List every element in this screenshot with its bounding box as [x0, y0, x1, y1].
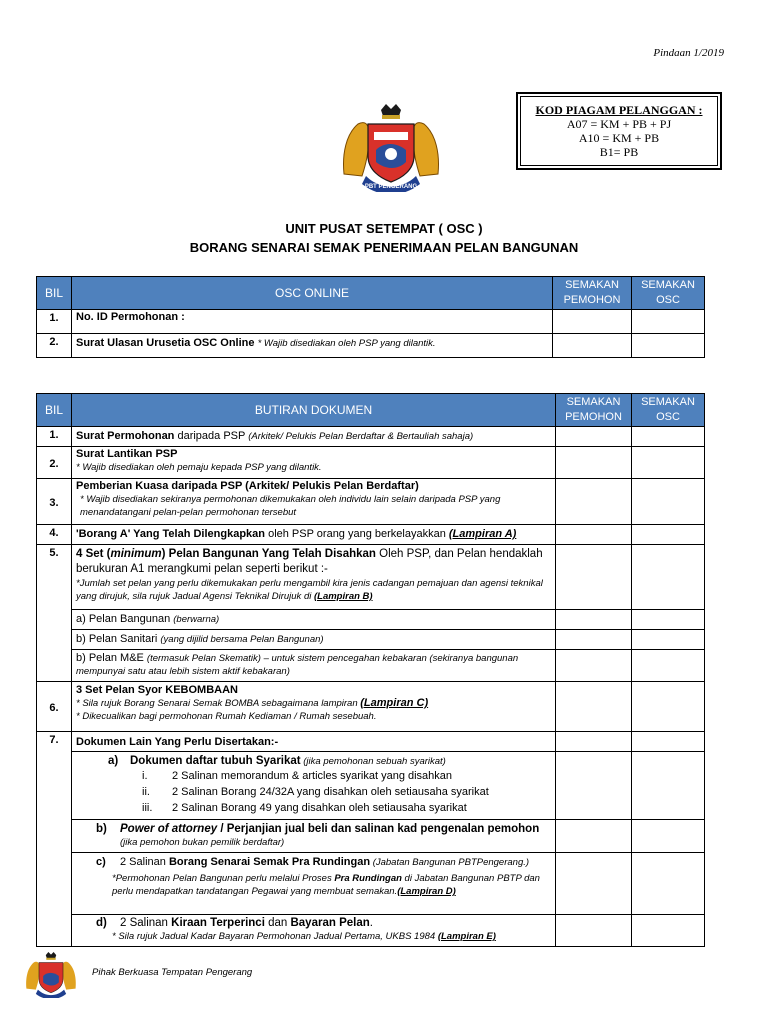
table-row: a) Pelan Bangunan (berwarna) — [37, 610, 705, 630]
checkbox-pemohon[interactable] — [556, 525, 632, 545]
table-row: 2. Surat Lantikan PSP * Wajib disediakan oleh pemaju kepada PSP yang dilantik. — [37, 447, 705, 479]
lampiran-c-ref: (Lampiran C) — [360, 697, 429, 709]
table-row: b) Power of attorney / Perjanjian jual beli dan salinan kad pengenalan pemohon (jika pemohon bukan pemilik berdaftar) — [37, 820, 705, 853]
table-row: d) 2 Salinan Kiraan Terperinci dan Bayaran Pelan. * Sila rujuk Jadual Kadar Bayaran Permohonan Jadual Pertama, UKBS 1984 (Lampiran E) — [37, 915, 705, 947]
checkbox-pemohon[interactable] — [556, 682, 632, 732]
table-row: 2. Surat Ulasan Urusetia OSC Online * Wajib disediakan oleh PSP yang dilantik. — [37, 334, 705, 358]
checkbox-osc[interactable] — [632, 545, 705, 610]
checkbox-pemohon[interactable] — [556, 820, 632, 853]
table-row: b) Pelan M&E (termasuk Pelan Skematik) – untuk sistem pencegahan kebakaran (sekiranya bangunan mempunyai satu atau lebih sistem aktif kebakaran) — [37, 650, 705, 682]
table-row: 6. 3 Set Pelan Syor KEBOMBAAN * Sila rujuk Borang Senarai Semak BOMBA sebagaimana lampiran (Lampiran C) * Dikecualikan bagi permohonan Rumah Kediaman / Rumah sesebuah. — [37, 682, 705, 732]
customer-charter-code-box — [516, 92, 722, 170]
checkbox-pemohon[interactable] — [556, 610, 632, 630]
checkbox-osc[interactable] — [632, 447, 705, 479]
col-header-butiran-dokumen: BUTIRAN DOKUMEN — [72, 394, 556, 427]
amendment-label: Pindaan 1/2019 — [653, 47, 724, 59]
checkbox-osc[interactable] — [632, 310, 705, 334]
col-header-bil: BIL — [37, 394, 72, 427]
checkbox-pemohon[interactable] — [556, 915, 632, 947]
checkbox-pemohon[interactable] — [556, 427, 632, 447]
crest-ribbon-text: PBT PENGERANG — [364, 184, 418, 190]
checkbox-osc[interactable] — [632, 479, 705, 525]
table-row: 4. 'Borang A' Yang Telah Dilengkapkan oleh PSP orang yang berkelayakkan (Lampiran A) — [37, 525, 705, 545]
checkbox-pemohon[interactable] — [556, 752, 632, 820]
checkbox-pemohon[interactable] — [556, 447, 632, 479]
checkbox-osc[interactable] — [632, 525, 705, 545]
col-header-semakan-osc: SEMAKAN OSC — [632, 394, 705, 427]
lampiran-e-ref: (Lampiran E) — [437, 931, 496, 942]
checkbox-pemohon[interactable] — [556, 630, 632, 650]
form-title-unit: UNIT PUSAT SETEMPAT ( OSC ) — [285, 221, 483, 236]
col-header-semakan-osc: SEMAKAN OSC — [632, 277, 705, 310]
form-title-checklist: BORANG SENARAI SEMAK PENERIMAAN PELAN BANGUNAN — [189, 240, 579, 255]
pbt-pengerang-crest-logo — [336, 104, 446, 192]
checkbox-pemohon[interactable] — [556, 853, 632, 915]
checkbox-osc[interactable] — [632, 820, 705, 853]
lampiran-a-ref: (Lampiran A) — [448, 528, 517, 540]
checkbox-osc[interactable] — [632, 427, 705, 447]
kod-line: A10 = KM + PB — [578, 131, 660, 145]
table-row: 3. Pemberian Kuasa daripada PSP (Arkitek/ Pelukis Pelan Berdaftar) * Wajib disediakan sekiranya permohonan dikemukakan oleh individu lain selain daripada PSP yang menandatangani pelan-pelan permohonan tersebut — [37, 479, 705, 525]
checkbox-pemohon[interactable] — [556, 650, 632, 682]
checkbox-osc[interactable] — [632, 682, 705, 732]
checkbox-osc[interactable] — [632, 915, 705, 947]
col-header-osc-online: OSC ONLINE — [72, 277, 553, 310]
checkbox-osc[interactable] — [632, 650, 705, 682]
checkbox-pemohon[interactable] — [556, 732, 632, 752]
lampiran-b-ref: (Lampiran B) — [313, 591, 373, 602]
table-row: 7. Dokumen Lain Yang Perlu Disertakan:- — [37, 732, 705, 752]
checkbox-osc[interactable] — [632, 732, 705, 752]
checkbox-osc[interactable] — [632, 334, 705, 358]
footer-authority-name: Pihak Berkuasa Tempatan Pengerang — [92, 967, 253, 978]
kod-line: A07 = KM + PB + PJ — [566, 117, 672, 131]
footer-crest-logo — [22, 952, 80, 998]
table-row: 5. 4 Set (minimum) Pelan Bangunan Yang Telah Disahkan Oleh PSP, dan Pelan hendaklah berukuran A1 merangkumi pelan seperti berikut :- *Jumlah set pelan yang perlu dikemukakan perlu mengambil kira jenis cadangan pemajuan dan agensi teknikal yang dirujuk, sila rujuk Jadual Agensi Teknikal Dirujuk di (Lampiran B) — [37, 545, 705, 610]
kod-line: B1= PB — [599, 145, 639, 159]
checkbox-pemohon[interactable] — [556, 545, 632, 610]
checkbox-osc[interactable] — [632, 853, 705, 915]
checkbox-pemohon[interactable] — [556, 479, 632, 525]
table-row: 1. No. ID Permohonan : — [37, 310, 705, 334]
table-row: c) 2 Salinan Borang Senarai Semak Pra Rundingan (Jabatan Bangunan PBTPengerang.) *Permohonan Pelan Bangunan perlu melalui Proses Pra Rundingan di Jabatan Bangunan PBTP dan perlu mendapatkan tandatangan Pegawai yang membuat semakan.(Lampiran D) — [37, 853, 705, 915]
lampiran-d-ref: (Lampiran D) — [397, 886, 456, 897]
checkbox-osc[interactable] — [632, 752, 705, 820]
osc-online-table — [36, 276, 705, 358]
col-header-bil: BIL — [37, 277, 72, 310]
id-permohonan-label: No. ID Permohonan : — [76, 311, 185, 323]
table-row: 1. Surat Permohonan daripada PSP (Arkitek/ Pelukis Pelan Berdaftar & Bertauliah sahaja) — [37, 427, 705, 447]
checkbox-osc[interactable] — [632, 610, 705, 630]
col-header-semakan-pemohon: SEMAKAN PEMOHON — [553, 277, 632, 310]
checkbox-pemohon[interactable] — [553, 334, 632, 358]
table-row: b) Pelan Sanitari (yang dijilid bersama Pelan Bangunan) — [37, 630, 705, 650]
butiran-dokumen-table — [36, 393, 705, 947]
kod-title: KOD PIAGAM PELANGGAN : — [535, 103, 703, 117]
checkbox-osc[interactable] — [632, 630, 705, 650]
table-row: a) Dokumen daftar tubuh Syarikat (jika pemohonan sebuah syarikat) i. 2 Salinan memorandum & articles syarikat yang disahkan ii. 2 Salinan Borang 24/32A yang disahkan oleh setiausaha syarikat iii. 2 Salinan Borang 49 yang disahkan oleh setiausaha syarikat — [37, 752, 705, 820]
col-header-semakan-pemohon: SEMAKAN PEMOHON — [556, 394, 632, 427]
checkbox-pemohon[interactable] — [553, 310, 632, 334]
